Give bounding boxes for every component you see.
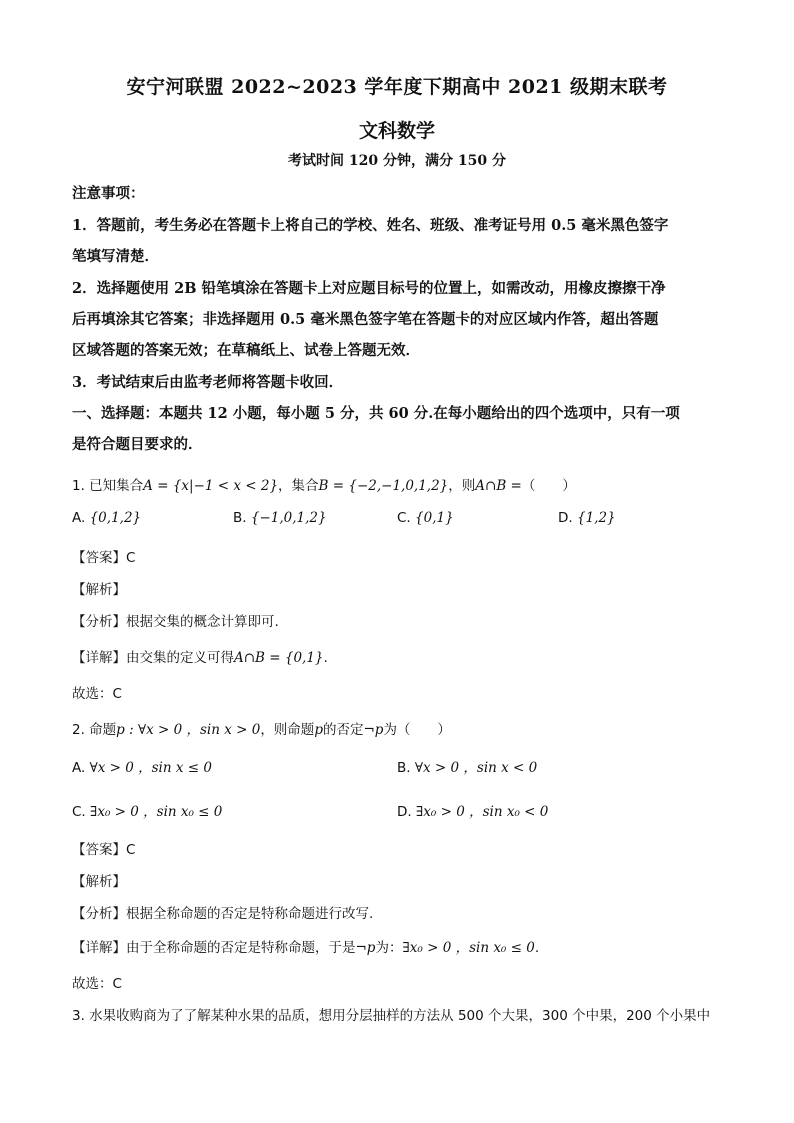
section-1-instruction-line-2: 是符合题目要求的． (72, 436, 203, 453)
question-2-stem-text-2: ，则命题 (260, 722, 315, 738)
question-2-choice: 故选：C (72, 976, 122, 992)
detail-end: . (534, 940, 540, 956)
exam-info: 考试时间 120 分钟，满分 150 分 (288, 153, 506, 169)
question-1-set-a: A = {x|−1 < x < 2} (143, 478, 279, 494)
question-2-stem-text-3: 的否定 (322, 722, 364, 738)
question-2-stem (72, 718, 451, 738)
question-1-stem-text-2: ，集合 (278, 478, 319, 494)
question-1-stem (72, 474, 576, 494)
notice-item-2-line-3: 区域答题的答案无效；在草稿纸上、试卷上答题无效． (72, 342, 420, 359)
question-2-analysis-heading: 【解析】 (72, 874, 126, 890)
question-1-choice: 故选：C (72, 686, 122, 702)
question-2-answer-blank: 为（ ） (383, 722, 451, 738)
question-2-p: p (314, 722, 323, 738)
exam-subject: 文科数学 (358, 120, 435, 142)
question-2-option-b (397, 756, 537, 776)
option-label: C. (397, 510, 411, 526)
question-1-option-b (233, 510, 327, 526)
option-value: ∀x > 0 ，sin x ≤ 0 (89, 760, 212, 776)
question-2-detail (72, 936, 539, 956)
option-value: {−1,0,1,2} (250, 510, 327, 526)
detail-not-p: ¬p (355, 940, 376, 956)
question-1-stem-text-3: ，则 (448, 478, 476, 494)
question-1-set-b: B = {−2,−1,0,1,2} (318, 478, 449, 494)
detail-text: 【详解】由于全称命题的否定是特称命题，于是 (72, 940, 356, 956)
option-label: A. (72, 510, 86, 526)
question-2-option-a (72, 756, 212, 776)
notice-heading: 注意事项： (72, 185, 145, 202)
option-value: {0,1} (415, 510, 454, 526)
option-value: {0,1,2} (89, 510, 142, 526)
question-1-option-a (72, 510, 141, 526)
option-label: B. (397, 760, 411, 776)
option-value: ∃x₀ > 0 ，sin x₀ ≤ 0 (90, 804, 223, 820)
question-2-option-c (72, 800, 222, 820)
notice-item-2-line-1: 2．选择题使用 2B 铅笔填涂在答题卡上对应题目标号的位置上，如需改动，用橡皮擦擦干净 (72, 280, 666, 297)
question-2-option-d (397, 800, 548, 820)
question-2-proposition: p : ∀x > 0 ，sin x > 0 (116, 722, 261, 738)
question-1-expression: A∩B = (475, 478, 522, 494)
question-1-option-d (558, 510, 616, 526)
question-1-detail (72, 646, 328, 666)
option-value: ∃x₀ > 0 ，sin x₀ < 0 (415, 804, 549, 820)
exam-title: 安宁河联盟 2022~2023 学年度下期高中 2021 级期末联考 (126, 76, 668, 98)
detail-end: . (323, 650, 328, 666)
notice-item-1-line-2: 笔填写清楚． (72, 248, 159, 265)
question-2-not-p: ¬p (363, 722, 384, 738)
detail-text-2: 为： (375, 940, 403, 956)
question-1-option-c (397, 510, 454, 526)
question-2-fenxi: 【分析】根据全称命题的否定是特称命题进行改写. (72, 906, 374, 922)
notice-item-2-line-2: 后再填涂其它答案；非选择题用 0.5 毫米黑色签字笔在答题卡的对应区域内作答，超出答题 (72, 311, 659, 328)
option-label: A. (72, 760, 86, 776)
section-1-instruction-line-1: 一、选择题：本题共 12 小题，每小题 5 分，共 60 分.在每小题给出的四个选项中，只有一项 (72, 405, 680, 422)
detail-expression: A∩B = {0,1} (234, 650, 324, 666)
notice-item-3: 3．考试结束后由监考老师将答题卡收回． (72, 374, 344, 391)
question-2-stem-text: 2. 命题 (72, 722, 117, 738)
option-value: {1,2} (576, 510, 616, 526)
question-1-answer: 【答案】C (72, 550, 136, 566)
detail-expression: ∃x₀ > 0 ，sin x₀ ≤ 0 (402, 940, 535, 956)
option-label: D. (558, 510, 573, 526)
question-1-stem-text: 1. 已知集合 (72, 478, 144, 494)
question-1-fenxi: 【分析】根据交集的概念计算即可. (72, 614, 279, 630)
option-label: D. (397, 804, 412, 820)
question-1-analysis-heading: 【解析】 (72, 582, 126, 598)
question-2-answer: 【答案】C (72, 842, 136, 858)
notice-item-1-line-1: 1．答题前，考生务必在答题卡上将自己的学校、姓名、班级、准考证号用 0.5 毫米黑色签字 (72, 217, 669, 234)
question-1-answer-blank: （ ） (521, 478, 576, 494)
option-value: ∀x > 0 ，sin x < 0 (414, 760, 538, 776)
question-3-stem: 3. 水果收购商为了了解某种水果的品质，想用分层抽样的方法从 500 个大果，300 个中果，200 个小果中 (72, 1008, 711, 1024)
detail-text: 【详解】由交集的定义可得 (72, 650, 234, 666)
option-label: B. (233, 510, 247, 526)
option-label: C. (72, 804, 86, 820)
